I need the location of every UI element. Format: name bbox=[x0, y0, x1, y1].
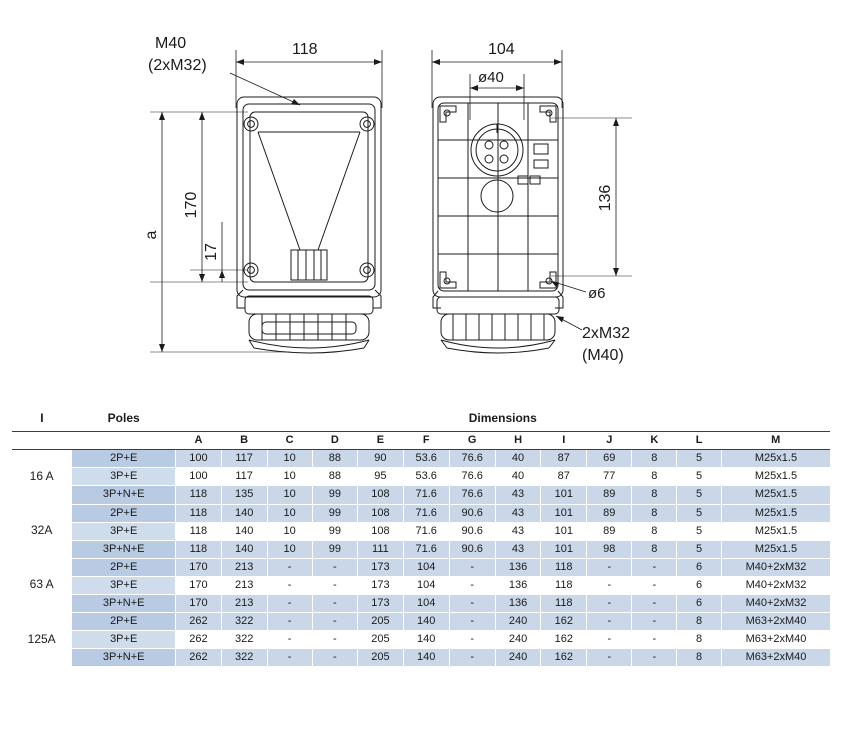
table-row bbox=[12, 631, 830, 649]
cell-C: 10 bbox=[267, 468, 312, 486]
label-height-left-small: 17 bbox=[203, 243, 220, 261]
cell-D: - bbox=[312, 631, 357, 649]
cell-J: - bbox=[587, 631, 632, 649]
cell-M: M40+2xM32 bbox=[722, 558, 831, 576]
cell-A: 118 bbox=[176, 540, 222, 558]
leader-2xm32 bbox=[556, 316, 582, 330]
cell-J: 89 bbox=[587, 486, 632, 504]
cell-E: 90 bbox=[358, 450, 404, 468]
cell-G: - bbox=[449, 649, 495, 667]
cell-C: 10 bbox=[267, 504, 312, 522]
cell-F: 140 bbox=[403, 649, 449, 667]
label-width-left: 118 bbox=[292, 41, 318, 58]
cell-B: 213 bbox=[221, 576, 267, 594]
cell-G: 90.6 bbox=[449, 522, 495, 540]
cell-A: 262 bbox=[176, 631, 222, 649]
cell-H: 136 bbox=[495, 558, 541, 576]
left-ext-lines bbox=[150, 112, 290, 352]
cell-H: 40 bbox=[495, 450, 541, 468]
cell-K: 8 bbox=[632, 450, 677, 468]
cell-poles: 2P+E bbox=[72, 613, 176, 631]
cell-J: - bbox=[587, 649, 632, 667]
label-letter-a: a bbox=[143, 230, 160, 240]
cell-A: 262 bbox=[176, 649, 222, 667]
cell-C: 10 bbox=[267, 540, 312, 558]
cell-F: 71.6 bbox=[403, 540, 449, 558]
cell-current: 125A bbox=[12, 613, 72, 667]
label-m40-top: M40 bbox=[155, 35, 187, 52]
cell-F: 71.6 bbox=[403, 486, 449, 504]
cell-L: 8 bbox=[677, 631, 722, 649]
cell-J: - bbox=[587, 595, 632, 613]
cell-M: M25x1.5 bbox=[722, 522, 831, 540]
cell-current: 16 A bbox=[12, 450, 72, 504]
cell-M: M25x1.5 bbox=[722, 540, 831, 558]
col-header-H: H bbox=[495, 432, 541, 450]
cell-A: 262 bbox=[176, 613, 222, 631]
cell-G: 76.6 bbox=[449, 450, 495, 468]
subheader-blank-poles bbox=[72, 432, 176, 450]
cell-C: - bbox=[267, 576, 312, 594]
header-current: I bbox=[12, 410, 72, 432]
cell-F: 71.6 bbox=[403, 504, 449, 522]
cell-poles: 3P+N+E bbox=[72, 540, 176, 558]
cell-D: 99 bbox=[312, 540, 357, 558]
cell-poles: 2P+E bbox=[72, 558, 176, 576]
cell-I: 162 bbox=[541, 631, 587, 649]
cell-K: - bbox=[632, 595, 677, 613]
cell-poles: 3P+E bbox=[72, 576, 176, 594]
cell-J: 77 bbox=[587, 468, 632, 486]
table-row bbox=[12, 595, 830, 613]
col-header-I: I bbox=[541, 432, 587, 450]
label-hole-dia: ø40 bbox=[478, 69, 504, 86]
cell-M: M63+2xM40 bbox=[722, 631, 831, 649]
cell-I: 118 bbox=[541, 558, 587, 576]
table-row bbox=[12, 504, 830, 522]
cell-C: 10 bbox=[267, 486, 312, 504]
cell-J: - bbox=[587, 558, 632, 576]
leader-m40 bbox=[230, 73, 300, 105]
cell-M: M25x1.5 bbox=[722, 504, 831, 522]
cell-G: - bbox=[449, 613, 495, 631]
cell-K: - bbox=[632, 558, 677, 576]
cell-F: 140 bbox=[403, 613, 449, 631]
col-header-K: K bbox=[632, 432, 677, 450]
cell-J: - bbox=[587, 576, 632, 594]
dimensions-table bbox=[12, 410, 830, 667]
cell-E: 173 bbox=[358, 558, 404, 576]
cell-E: 173 bbox=[358, 595, 404, 613]
cell-K: 8 bbox=[632, 486, 677, 504]
cell-J: 98 bbox=[587, 540, 632, 558]
table-row bbox=[12, 486, 830, 504]
table-header-row-cols bbox=[12, 432, 830, 450]
cell-L: 8 bbox=[677, 613, 722, 631]
cell-I: 101 bbox=[541, 540, 587, 558]
cell-D: - bbox=[312, 613, 357, 631]
cell-L: 5 bbox=[677, 540, 722, 558]
cell-I: 87 bbox=[541, 450, 587, 468]
cell-H: 43 bbox=[495, 504, 541, 522]
cell-poles: 3P+N+E bbox=[72, 649, 176, 667]
dim-118 bbox=[236, 50, 382, 108]
cell-B: 140 bbox=[221, 522, 267, 540]
col-header-E: E bbox=[358, 432, 404, 450]
cell-E: 108 bbox=[358, 504, 404, 522]
table-row bbox=[12, 649, 830, 667]
cell-C: - bbox=[267, 558, 312, 576]
cell-K: - bbox=[632, 631, 677, 649]
label-height-right: 136 bbox=[597, 184, 614, 212]
cell-B: 322 bbox=[221, 613, 267, 631]
subheader-blank-current bbox=[12, 432, 72, 450]
cell-H: 240 bbox=[495, 631, 541, 649]
cell-I: 101 bbox=[541, 504, 587, 522]
cell-M: M25x1.5 bbox=[722, 486, 831, 504]
cell-G: 90.6 bbox=[449, 540, 495, 558]
cell-M: M25x1.5 bbox=[722, 468, 831, 486]
cell-K: - bbox=[632, 613, 677, 631]
cell-B: 140 bbox=[221, 504, 267, 522]
cell-K: 8 bbox=[632, 540, 677, 558]
cell-C: - bbox=[267, 613, 312, 631]
cell-B: 322 bbox=[221, 649, 267, 667]
cell-poles: 3P+E bbox=[72, 522, 176, 540]
cell-F: 104 bbox=[403, 595, 449, 613]
cell-L: 5 bbox=[677, 504, 722, 522]
col-header-B: B bbox=[221, 432, 267, 450]
col-header-A: A bbox=[176, 432, 222, 450]
cell-A: 170 bbox=[176, 558, 222, 576]
cell-I: 101 bbox=[541, 486, 587, 504]
table-row bbox=[12, 558, 830, 576]
col-header-M: M bbox=[722, 432, 831, 450]
cell-E: 111 bbox=[358, 540, 404, 558]
cell-H: 240 bbox=[495, 649, 541, 667]
cell-poles: 3P+N+E bbox=[72, 595, 176, 613]
cell-I: 118 bbox=[541, 576, 587, 594]
cell-M: M63+2xM40 bbox=[722, 613, 831, 631]
cell-L: 5 bbox=[677, 450, 722, 468]
cell-K: 8 bbox=[632, 522, 677, 540]
cell-K: 8 bbox=[632, 468, 677, 486]
cell-G: 76.6 bbox=[449, 486, 495, 504]
cell-M: M25x1.5 bbox=[722, 450, 831, 468]
cell-I: 162 bbox=[541, 649, 587, 667]
cell-A: 170 bbox=[176, 595, 222, 613]
cell-E: 95 bbox=[358, 468, 404, 486]
cell-C: - bbox=[267, 649, 312, 667]
cell-B: 135 bbox=[221, 486, 267, 504]
cell-F: 71.6 bbox=[403, 522, 449, 540]
cell-F: 53.6 bbox=[403, 468, 449, 486]
cell-A: 100 bbox=[176, 468, 222, 486]
header-poles: Poles bbox=[72, 410, 176, 432]
cell-A: 118 bbox=[176, 486, 222, 504]
label-small-hole: ø6 bbox=[588, 285, 606, 302]
cell-L: 6 bbox=[677, 595, 722, 613]
cell-J: 89 bbox=[587, 504, 632, 522]
cell-J: 89 bbox=[587, 522, 632, 540]
cell-B: 117 bbox=[221, 450, 267, 468]
cell-L: 5 bbox=[677, 522, 722, 540]
cell-D: - bbox=[312, 576, 357, 594]
cell-G: 90.6 bbox=[449, 504, 495, 522]
cell-G: - bbox=[449, 558, 495, 576]
cell-G: - bbox=[449, 595, 495, 613]
cell-H: 136 bbox=[495, 595, 541, 613]
col-header-F: F bbox=[403, 432, 449, 450]
cell-D: - bbox=[312, 649, 357, 667]
cell-D: - bbox=[312, 595, 357, 613]
label-m32-bottom: 2xM32 bbox=[582, 325, 631, 342]
cell-D: 88 bbox=[312, 468, 357, 486]
table-row bbox=[12, 522, 830, 540]
cell-F: 104 bbox=[403, 558, 449, 576]
cell-B: 117 bbox=[221, 468, 267, 486]
cell-I: 118 bbox=[541, 595, 587, 613]
cell-J: 69 bbox=[587, 450, 632, 468]
cell-E: 108 bbox=[358, 486, 404, 504]
cell-F: 140 bbox=[403, 631, 449, 649]
cell-D: 99 bbox=[312, 486, 357, 504]
table-head bbox=[12, 410, 830, 450]
cell-B: 213 bbox=[221, 595, 267, 613]
cell-D: 88 bbox=[312, 450, 357, 468]
cell-L: 5 bbox=[677, 486, 722, 504]
cell-L: 6 bbox=[677, 558, 722, 576]
cell-current: 63 A bbox=[12, 558, 72, 612]
cell-A: 170 bbox=[176, 576, 222, 594]
col-header-J: J bbox=[587, 432, 632, 450]
cell-H: 240 bbox=[495, 613, 541, 631]
table-header-row-top bbox=[12, 410, 830, 432]
col-header-G: G bbox=[449, 432, 495, 450]
cell-H: 136 bbox=[495, 576, 541, 594]
cell-G: - bbox=[449, 631, 495, 649]
table-row bbox=[12, 613, 830, 631]
cell-K: - bbox=[632, 649, 677, 667]
cell-F: 104 bbox=[403, 576, 449, 594]
cell-I: 87 bbox=[541, 468, 587, 486]
label-m40-top-sub: (2xM32) bbox=[148, 57, 207, 74]
right-housing bbox=[433, 97, 563, 353]
cell-L: 8 bbox=[677, 649, 722, 667]
cell-H: 43 bbox=[495, 486, 541, 504]
label-height-left: 170 bbox=[183, 191, 200, 219]
cell-B: 322 bbox=[221, 631, 267, 649]
cell-A: 118 bbox=[176, 504, 222, 522]
table-row bbox=[12, 576, 830, 594]
cell-C: 10 bbox=[267, 522, 312, 540]
cell-poles: 2P+E bbox=[72, 504, 176, 522]
cell-H: 43 bbox=[495, 540, 541, 558]
cell-E: 205 bbox=[358, 613, 404, 631]
cell-poles: 3P+E bbox=[72, 468, 176, 486]
cell-C: - bbox=[267, 631, 312, 649]
header-dimensions: Dimensions bbox=[176, 410, 830, 432]
cell-E: 205 bbox=[358, 649, 404, 667]
cell-M: M40+2xM32 bbox=[722, 595, 831, 613]
cell-K: - bbox=[632, 576, 677, 594]
cell-F: 53.6 bbox=[403, 450, 449, 468]
left-housing bbox=[237, 97, 381, 353]
cell-B: 140 bbox=[221, 540, 267, 558]
cell-D: - bbox=[312, 558, 357, 576]
cell-M: M63+2xM40 bbox=[722, 649, 831, 667]
leader-dia6 bbox=[551, 281, 586, 292]
cell-B: 213 bbox=[221, 558, 267, 576]
cell-I: 101 bbox=[541, 522, 587, 540]
cell-M: M40+2xM32 bbox=[722, 576, 831, 594]
cell-K: 8 bbox=[632, 504, 677, 522]
cell-I: 162 bbox=[541, 613, 587, 631]
cell-E: 173 bbox=[358, 576, 404, 594]
cell-A: 118 bbox=[176, 522, 222, 540]
label-m32-bottom-sub: (M40) bbox=[582, 347, 624, 364]
cell-G: 76.6 bbox=[449, 468, 495, 486]
label-width-right: 104 bbox=[488, 41, 515, 58]
cell-C: 10 bbox=[267, 450, 312, 468]
cell-E: 205 bbox=[358, 631, 404, 649]
cell-D: 99 bbox=[312, 522, 357, 540]
cell-H: 43 bbox=[495, 522, 541, 540]
cell-C: - bbox=[267, 595, 312, 613]
cell-G: - bbox=[449, 576, 495, 594]
col-header-D: D bbox=[312, 432, 357, 450]
table-row bbox=[12, 450, 830, 468]
cell-poles: 3P+N+E bbox=[72, 486, 176, 504]
table-row bbox=[12, 468, 830, 486]
cell-current: 32A bbox=[12, 504, 72, 558]
cell-J: - bbox=[587, 613, 632, 631]
cell-L: 6 bbox=[677, 576, 722, 594]
cell-poles: 2P+E bbox=[72, 450, 176, 468]
cell-A: 100 bbox=[176, 450, 222, 468]
table-body bbox=[12, 450, 830, 667]
cell-poles: 3P+E bbox=[72, 631, 176, 649]
cell-L: 5 bbox=[677, 468, 722, 486]
cell-D: 99 bbox=[312, 504, 357, 522]
col-header-C: C bbox=[267, 432, 312, 450]
col-header-L: L bbox=[677, 432, 722, 450]
cell-H: 40 bbox=[495, 468, 541, 486]
table-row bbox=[12, 540, 830, 558]
cell-E: 108 bbox=[358, 522, 404, 540]
